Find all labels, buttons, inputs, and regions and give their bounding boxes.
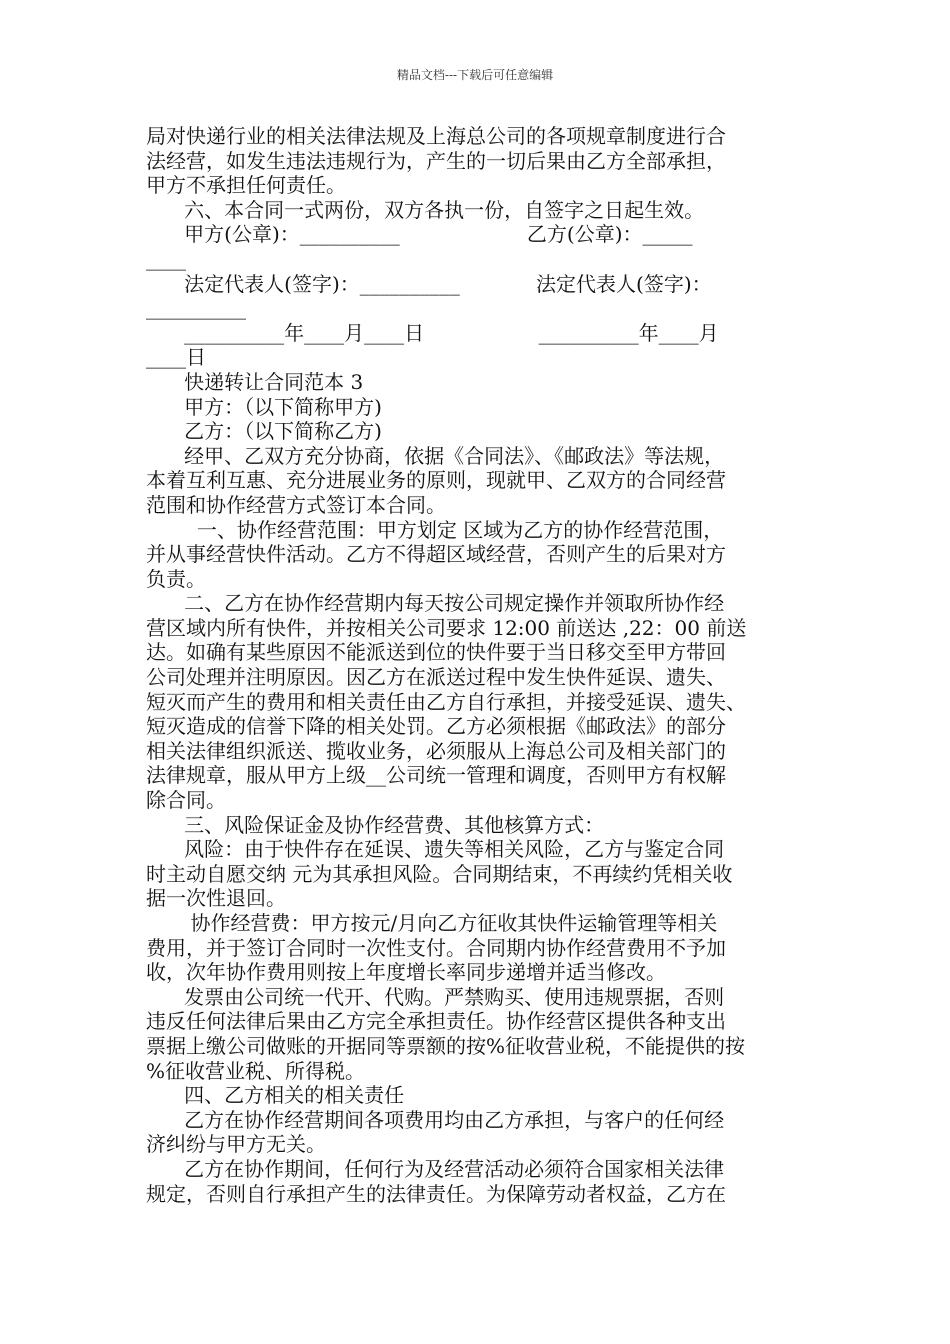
text-line: 甲方(公章)：__________ 乙方(公章)：_____ xyxy=(146,222,693,247)
text-line: 甲方：（以下简称甲方) xyxy=(146,394,382,419)
text-line: 短灭造成的信誉下降的相关处罚。乙方必须根据《邮政法》的部分 xyxy=(146,714,726,739)
text-line: 风险：由于快件存在延误、遗失等相关风险，乙方与鉴定合同 xyxy=(146,837,725,862)
text-line: 范围和协作经营方式签订本合同。 xyxy=(146,492,446,517)
text-line: 公司处理并注明原因。因乙方在派送过程中发生快件延误、遗失、 xyxy=(146,665,726,690)
text-line: 乙方在协作经营期间各项费用均由乙方承担，与客户的任何经 xyxy=(146,1107,725,1132)
text-line: 并从事经营快件活动。乙方不得超区域经营，否则产生的后果对方 xyxy=(146,542,726,567)
text-line: 相关法律组织派送、揽收业务，必须服从上海总公司及相关部门的 xyxy=(146,738,726,763)
text-line: 短灭而产生的费用和相关责任由乙方自行承担，并接受延误、遗失、 xyxy=(146,689,746,714)
text-line: 本着互利互惠、充分进展业务的原则，现就甲、乙双方的合同经营 xyxy=(146,468,726,493)
text-line: 六、本合同一式两份，双方各执一份，自签字之日起生效。 xyxy=(146,197,705,222)
text-line: 规定，否则自行承担产生的法律责任。为保障劳动者权益，乙方在 xyxy=(146,1181,726,1206)
text-line: 法律规章，服从甲方上级__公司统一管理和调度，否则甲方有权解 xyxy=(146,763,726,788)
text-line: 经甲、乙双方充分协商，依据《合同法》、《邮政法》等法规， xyxy=(146,443,725,468)
text-line: %征收营业税、所得税。 xyxy=(146,1058,366,1083)
page-header: 精品文档---下载后可任意编辑 xyxy=(396,68,554,82)
text-line: 费用，并于签订合同时一次性支付。合同期内协作经营费用不予加 xyxy=(146,935,726,960)
text-line: 时主动自愿交纳 元为其承担风险。合同期结束，不再续约凭相关收 xyxy=(146,861,733,886)
document-body xyxy=(146,124,822,1206)
text-line: __________年____月____日 __________年____月 xyxy=(146,320,719,345)
text-line: 局对快递行业的相关法律法规及上海总公司的各项规章制度进行合 xyxy=(146,124,726,148)
text-line: 违反任何法律后果由乙方完全承担责任。协作经营区提供各种支出 xyxy=(146,1009,726,1034)
text-line: 三、风险保证金及协作经营费、其他核算方式： xyxy=(146,812,605,837)
text-line: ____ xyxy=(146,246,186,271)
text-line: 快递转让合同范本 3 xyxy=(146,369,364,394)
text-line: 协作经营费：甲方按元/月向乙方征收其快件运输管理等相关 xyxy=(146,911,718,935)
text-line: 票据上缴公司做账的开据同等票额的按%征收营业税，不能提供的按 xyxy=(146,1033,746,1058)
text-line: 乙方在协作期间，任何行为及经营活动必须符合国家相关法律 xyxy=(146,1156,725,1181)
text-line: 济纠纷与甲方无关。 xyxy=(146,1132,326,1157)
text-line: __________ xyxy=(146,296,246,321)
text-line: 负责。 xyxy=(146,566,206,591)
text-line: 甲方不承担任何责任。 xyxy=(146,173,346,198)
text-line: 一、协作经营范围：甲方划定 区域为乙方的协作经营范围， xyxy=(146,517,724,542)
text-line: 发票由公司统一代开、代购。严禁购买、使用违规票据，否则 xyxy=(146,984,725,1009)
text-line: 营区域内所有快件，并按相关公司要求 12:00 前送达 ,22：00 前送 xyxy=(146,615,747,640)
text-line: 二、乙方在协作经营期内每天按公司规定操作并领取所协作经 xyxy=(146,591,725,616)
text-line: 达。如确有某些原因不能派送到位的快件要于当日移交至甲方带回 xyxy=(146,640,726,665)
text-line: ____日 xyxy=(146,345,206,370)
text-line: 收，次年协作费用则按上年度增长率同步递增并适当修改。 xyxy=(146,960,666,985)
text-line: 据一次性退回。 xyxy=(146,886,286,911)
text-line: 法定代表人(签字)：__________ 法定代表人(签字)： xyxy=(146,271,712,296)
text-line: 乙方：（以下简称乙方) xyxy=(146,419,382,444)
text-line: 四、乙方相关的相关责任 xyxy=(146,1083,405,1108)
text-line: 法经营，如发生违法违规行为，产生的一切后果由乙方全部承担， xyxy=(146,148,726,173)
text-line: 除合同。 xyxy=(146,788,226,813)
